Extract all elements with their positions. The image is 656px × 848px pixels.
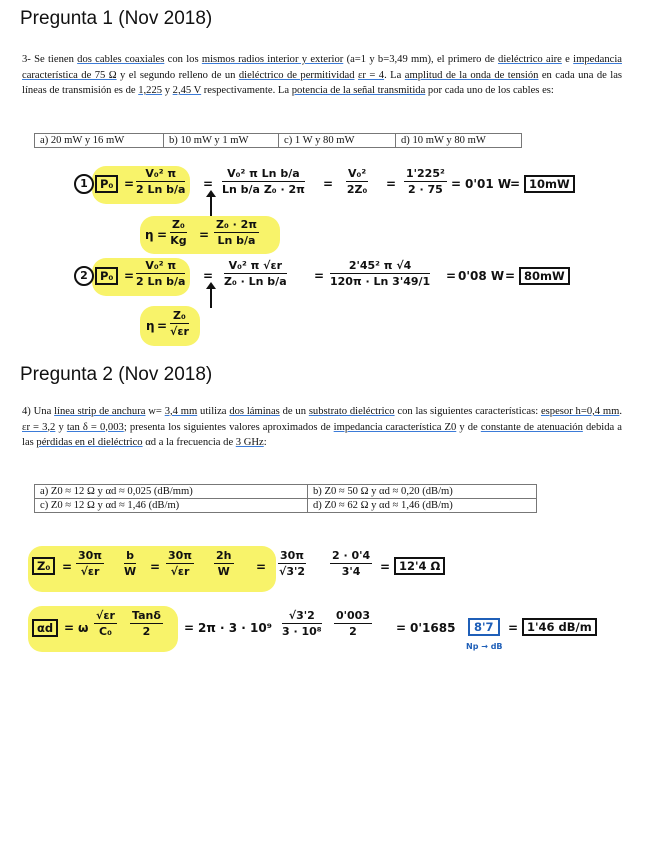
alpha-d-answer-box: 1'46 dB/m: [522, 618, 597, 636]
answer-box-2: 80mW: [519, 267, 570, 285]
power-symbol: P₀: [95, 175, 118, 193]
fraction: $\frac{\text{V₀²}}{\text{2Z₀}}$: [346, 167, 368, 196]
option-a: a) 20 mW y 16 mW: [35, 134, 164, 148]
power-symbol: P₀: [95, 267, 118, 285]
answer-box-1: 10mW: [524, 175, 575, 193]
fraction: $\frac{\text{V₀² π Ln b/a}}{\text{Ln b/a Z₀ · 2π}}$: [222, 167, 305, 196]
fraction: $\frac{\text{Z₀ · 2π}}{\text{Ln b/a}}$: [216, 218, 257, 247]
arrow-icon: [210, 288, 212, 308]
fraction: Tanδ 2: [132, 609, 161, 638]
fraction: $\frac{\text{V₀² π}}{\text{2 Ln b/a}}$: [136, 259, 186, 288]
option-b: b) 10 mW y 1 mW: [164, 134, 279, 148]
fraction: $\frac{30\pi}{√3'2}$: [279, 549, 306, 578]
question-2-title: Pregunta 2 (Nov 2018): [20, 364, 213, 385]
arrow-icon: [210, 196, 212, 216]
option-a: a) Z0 ≈ 12 Ω y αd ≈ 0,025 (dB/mm): [35, 485, 308, 499]
option-b: b) Z0 ≈ 50 Ω y αd ≈ 0,20 (dB/m): [308, 485, 537, 499]
z0-answer-box: 12'4 Ω: [394, 557, 445, 575]
question-1-title: Pregunta 1 (Nov 2018): [20, 8, 213, 29]
fraction: $\frac{2h}{W}$: [216, 549, 232, 578]
fraction: $\frac{√\varepsilon r}{\text{C₀}}$: [96, 609, 115, 638]
fraction: $\frac{\text{Z₀}}{Kg}$: [170, 218, 187, 247]
step-1-marker: 1: [74, 174, 94, 194]
fraction: $\frac{\text{V₀² π √εr}}{\text{Z₀ · Ln b/a}}$: [224, 259, 287, 288]
option-c: c) Z0 ≈ 12 Ω y αd ≈ 1,46 (dB/m): [35, 499, 308, 513]
np-to-db-factor: 8'7: [468, 618, 500, 636]
question-1-options: [34, 133, 522, 148]
step-2-marker: 2: [74, 266, 94, 286]
option-c: c) 1 W y 80 mW: [279, 134, 396, 148]
fraction: $\frac{\text{V₀² π}}{\text{2 Ln b/a}}$: [136, 167, 186, 196]
fraction: $\frac{\text{2'45² π √4}}{120\pi \cdot Ln 3'49/1}$: [330, 259, 431, 288]
question-2-statement: 4) Una línea strip de anchura w= 3,4 mm utiliza dos láminas de un substrato dieléctrico con las siguientes características: espesor h=0,4 mm. εr = 3,2 y tan δ = 0,003; presenta los siguientes valores aproximados de impedancia característica Z0 y de constante de atenuación debida a las pérdidas en el dieléctrico αd a la frecuencia de 3 GHz:: [22, 406, 622, 448]
option-d: d) Z0 ≈ 62 Ω y αd ≈ 1,46 (dB/m): [308, 499, 537, 513]
fraction: $\frac{\text{1'225²}}{2 \cdot 75}$: [406, 167, 445, 196]
alpha-d-symbol: αd: [32, 619, 58, 637]
fraction: $\frac{b}{W}$: [124, 549, 137, 578]
fraction: $\frac{30\pi}{√\varepsilon r}$: [78, 549, 103, 578]
np-to-db-note: Np → dB: [466, 642, 503, 651]
fraction: $\frac{0'003}{2}$: [336, 609, 370, 638]
fraction: $\frac{2 \cdot 0'4}{3'4}$: [332, 549, 371, 578]
question-2-options: [34, 484, 537, 513]
fraction: $\frac{30\pi}{√\varepsilon r}$: [168, 549, 193, 578]
option-d: d) 10 mW y 80 mW: [396, 134, 522, 148]
fraction: $\frac{\text{Z₀}}{√\varepsilon r}$: [170, 309, 189, 338]
fraction: $\frac{√3'2}{\text{3 · 10⁸}}$: [282, 609, 322, 638]
z0-symbol: Z₀: [32, 557, 55, 575]
question-1-statement: 3- Se tienen dos cables coaxiales con los mismos radios interior y exterior (a=1 y b=3,49 mm), el primero de dieléctrico aire e impedancia característica de 75 Ω y el segundo relleno de un dieléctrico de permitividad εr = 4. La amplitud de la onda de tensión en cada una de las líneas de transmisión es de 1,225 y 2,45 V respectivamente. La potencia de la señal transmitida por cada uno de los cables es:: [22, 54, 623, 96]
